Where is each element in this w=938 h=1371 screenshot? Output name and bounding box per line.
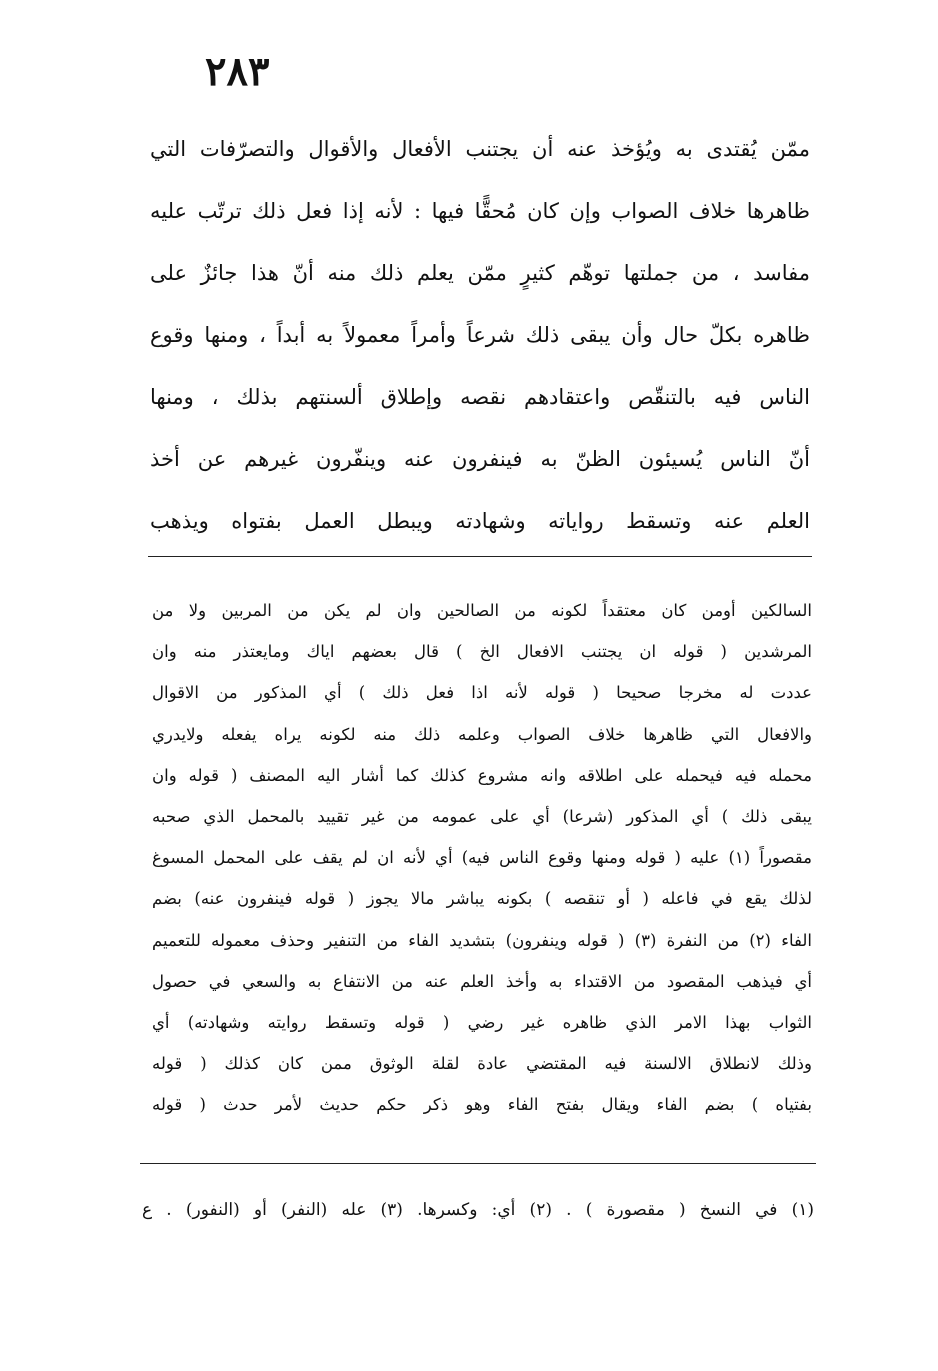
commentary-line: والافعال التي ظاهرها خلاف الصواب وعلمه ذلك منه لكونه يراه يفعله ولايدري	[152, 724, 812, 744]
commentary-line: الثواب بهذا الامر الذي ظاهره غير رضي ( قوله وتسقط روايته وشهادته) أي	[152, 1012, 812, 1032]
divider-rule	[140, 1163, 816, 1164]
commentary-line: بفتياه ) بضم الفاء ويقال بفتح الفاء وهو ذكر حكم حديث لأمر حدث ( قوله	[152, 1095, 812, 1115]
commentary-line: عددت له مخرجا صحيحا ( قوله لأنه اذا فعل ذلك ) أي المذكور من الاقوال	[152, 683, 812, 703]
main-text-line: العلم عنه وتسقط رواياته وشهادته ويبطل العمل بفتواه ويذهب	[150, 509, 810, 533]
page-number: ٢٨٣	[205, 48, 270, 95]
commentary-line: السالكين أومن كان معتقداً لكونه من الصالحين وان لم يكن من المربين ولا من	[152, 601, 812, 620]
main-text-line: مفاسد ، من جملتها توهّم كثيرٍ ممّن يعلم ذلك منه أنّ هذا جائزٌ على	[150, 261, 810, 285]
commentary-line: وذلك لانطلاق الالسنة فيه المقتضي عادة لقلة الوثوق ممن كان كذلك ( قوله	[152, 1054, 812, 1074]
commentary-block	[152, 590, 812, 1125]
commentary-line: مقصوراً (١) عليه ( قوله ومنها وقوع الناس فيه) أي لأنه ان لم يقف على المحمل المسوغ	[152, 848, 812, 868]
commentary-line: لذلك يقع في فاعله ( أو تنقصه ) بكونه يباشر مالا يجوز ( قوله فينفرون عنه) بضم	[152, 889, 812, 909]
commentary-line: أي فيذهب المقصود من الاقتداء به وأخذ العلم عنه من الانتفاع به والسعي في حصول	[152, 971, 812, 991]
commentary-line: محمله فيه فيحمله على اطلاقه وانه مشروع كذلك كما أشار اليه المصنف ( قوله وان	[152, 765, 812, 785]
commentary-line: يبقى ذلك ) أي المذكور (شرعا) أي على عمومه من غير تقييد بالمحمل الذي صحبه	[152, 806, 812, 826]
main-text-line: ظاهرها خلاف الصواب وإن كان مُحقًّا فيها : لأنه إذا فعل ذلك ترتّب عليه	[150, 199, 810, 223]
divider-rule	[148, 556, 812, 557]
commentary-line: المرشدين ( قوله ان يجتنب الافعال الخ ) قال بعضهم اياك ومايعتذر منه وان	[152, 642, 812, 662]
main-text-line: ممّن يُقتدى به ويُؤخذ عنه أن يجتنب الأفعال والأقوال والتصرّفات التي	[150, 137, 810, 161]
main-text-line: الناس فيه بالتنقّص واعتقادهم نقصه وإطلاق ألسنتهم بذلك ، ومنها	[150, 385, 810, 409]
commentary-line: الفاء (٢) من النفرة (٣) ( قوله وينفرون) بتشديد الفاء من التنفير وحذف معموله للتعميم	[152, 930, 812, 950]
main-text-block	[150, 118, 810, 552]
main-text-line: أنّ الناس يُسيئون الظنّ به فينفرون عنه وينفّرون غيرهم عن أخذ	[150, 447, 810, 471]
main-text-line: ظاهره بكلّ حال وأن يبقى ذلك شرعاً وأمراً معمولاً به أبداً ، ومنها وقوع	[150, 323, 810, 347]
footnote: (١) في النسخ ( مقصورة ) . (٢) أي: وكسرها. (٣) عله (النفر) أو (النفور) . ع	[142, 1200, 814, 1220]
